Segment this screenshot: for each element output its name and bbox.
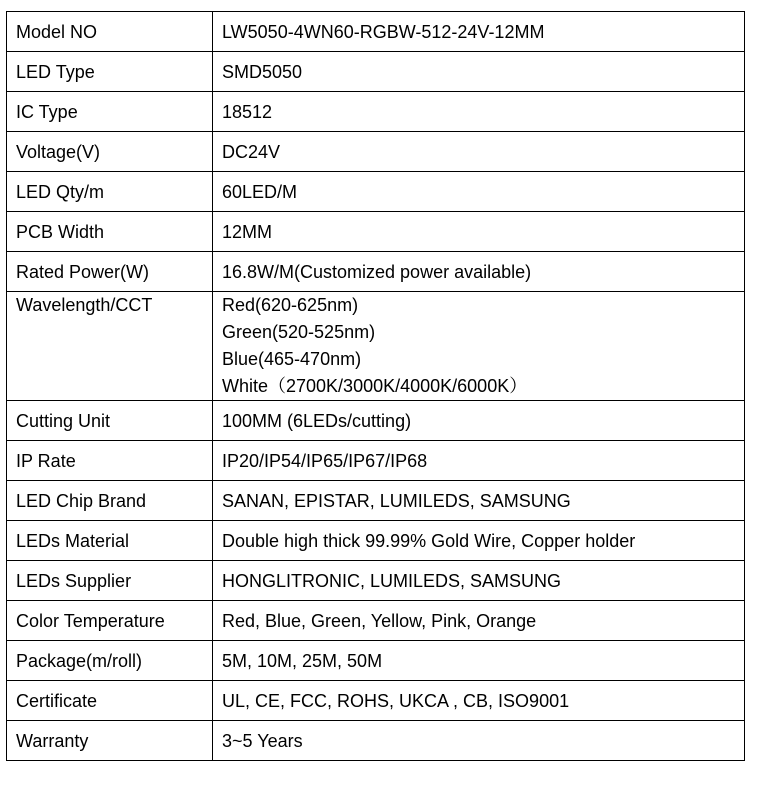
- table-row: [7, 481, 745, 521]
- row-label: [7, 521, 213, 561]
- row-value: [213, 401, 745, 441]
- row-value: [213, 212, 745, 252]
- label-text: Color Temperature: [16, 611, 165, 631]
- row-value: [213, 132, 745, 172]
- table-row: [7, 641, 745, 681]
- row-value: [213, 601, 745, 641]
- row-label: [7, 92, 213, 132]
- label-text: Voltage(V): [16, 142, 101, 162]
- label-text: PCB Width: [16, 222, 105, 242]
- label-text: Wavelength/CCT: [16, 295, 153, 315]
- row-label: [7, 561, 213, 601]
- table-row: [7, 292, 745, 401]
- row-value: [213, 172, 745, 212]
- label-text: IP Rate: [16, 451, 76, 471]
- row-value: [213, 641, 745, 681]
- table-row: [7, 521, 745, 561]
- label-text: Package(m/roll): [16, 651, 143, 671]
- value-text: SANAN, EPISTAR, LUMILEDS, SAMSUNG: [222, 491, 571, 511]
- value-text: LW5050-4WN60-RGBW-512-24V-12MM: [222, 22, 545, 42]
- value-line: White（2700K/3000K/4000K/6000K）: [222, 376, 528, 396]
- row-label: [7, 132, 213, 172]
- value-text: 5M, 10M, 25M, 50M: [222, 651, 383, 671]
- row-label: [7, 601, 213, 641]
- label-text: Rated Power(W): [16, 262, 150, 282]
- table-row: [7, 172, 745, 212]
- table-row: [7, 401, 745, 441]
- row-value: [213, 52, 745, 92]
- row-label: [7, 52, 213, 92]
- table-row: [7, 252, 745, 292]
- row-value: [213, 521, 745, 561]
- table-row: [7, 681, 745, 721]
- value-text: 100MM (6LEDs/cutting): [222, 411, 412, 431]
- value-line: Red(620-625nm): [222, 295, 359, 315]
- row-label: [7, 721, 213, 761]
- value-text: Red, Blue, Green, Yellow, Pink, Orange: [222, 611, 537, 631]
- label-text: LED Qty/m: [16, 182, 105, 202]
- value-text: SMD5050: [222, 62, 303, 82]
- value-text: DC24V: [222, 142, 281, 162]
- spec-table: [6, 11, 745, 761]
- label-text: IC Type: [16, 102, 78, 122]
- table-row: [7, 12, 745, 52]
- row-label: [7, 292, 213, 401]
- label-text: LEDs Material: [16, 531, 130, 551]
- value-text: UL, CE, FCC, ROHS, UKCA , CB, ISO9001: [222, 691, 570, 711]
- row-value: [213, 561, 745, 601]
- value-text: HONGLITRONIC, LUMILEDS, SAMSUNG: [222, 571, 562, 591]
- table-row: [7, 132, 745, 172]
- value-text: 16.8W/M(Customized power available): [222, 262, 532, 282]
- value-text: 18512: [222, 102, 273, 122]
- row-label: [7, 12, 213, 52]
- label-text: Model NO: [16, 22, 98, 42]
- row-value: [213, 252, 745, 292]
- label-text: Warranty: [16, 731, 89, 751]
- row-value: [213, 292, 745, 401]
- value-line: Blue(465-470nm): [222, 349, 362, 369]
- table-row: [7, 601, 745, 641]
- value-line: Green(520-525nm): [222, 322, 376, 342]
- label-text: Cutting Unit: [16, 411, 111, 431]
- row-label: [7, 441, 213, 481]
- row-value: [213, 12, 745, 52]
- value-text: Double high thick 99.99% Gold Wire, Copper holder: [222, 531, 636, 551]
- row-label: [7, 172, 213, 212]
- table-row: [7, 561, 745, 601]
- table-row: [7, 441, 745, 481]
- row-value: [213, 721, 745, 761]
- row-value: [213, 481, 745, 521]
- row-label: [7, 681, 213, 721]
- row-value: [213, 681, 745, 721]
- table-row: [7, 52, 745, 92]
- label-text: Certificate: [16, 691, 98, 711]
- value-text: 12MM: [222, 222, 273, 242]
- row-label: [7, 641, 213, 681]
- row-label: [7, 212, 213, 252]
- value-text: IP20/IP54/IP65/IP67/IP68: [222, 451, 428, 471]
- row-value: [213, 92, 745, 132]
- label-text: LEDs Supplier: [16, 571, 132, 591]
- table-row: [7, 212, 745, 252]
- label-text: LED Type: [16, 62, 95, 82]
- row-value: [213, 441, 745, 481]
- row-label: [7, 401, 213, 441]
- table-row: [7, 92, 745, 132]
- table-row: [7, 721, 745, 761]
- row-label: [7, 252, 213, 292]
- value-text: 60LED/M: [222, 182, 298, 202]
- label-text: LED Chip Brand: [16, 491, 147, 511]
- value-text: 3~5 Years: [222, 731, 303, 751]
- row-label: [7, 481, 213, 521]
